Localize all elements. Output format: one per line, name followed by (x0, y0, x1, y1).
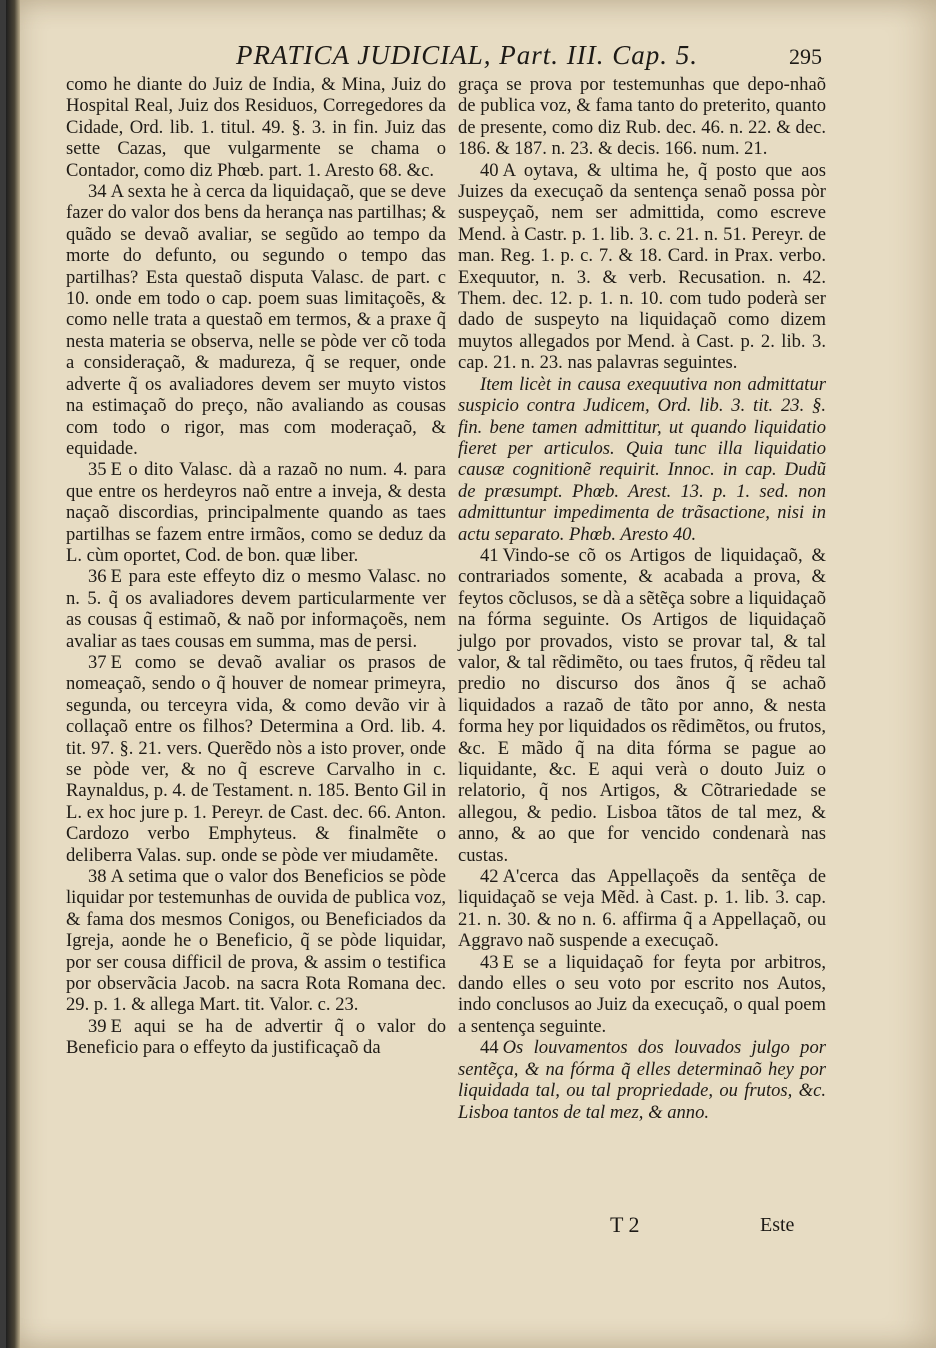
paragraph-number: 37 (88, 651, 107, 673)
page-footer (6, 1212, 936, 1246)
paragraph (66, 181, 446, 459)
paragraph-text: graça se prova por testemunhas que depo-nhaõ de publica voz, & fama tanto do preterito, quanto de presente, como diz Rub. dec. 46. n. 22. & dec. 186. & 187. n. 23. & decis. 166. num. 21. (458, 74, 826, 160)
paragraph-text: A setima que o valor dos Beneficios se pòde liquidar por testemunhas de ouvida de publica voz, & fama dos mesmos Conigos, ou Beneficiados da Igreja, aonde he o Beneficio, q̃ se pòde liquidar, por ser cousa difficil de prova, & assim o testifica por observãcia Jacob. na sacra Rota Romana dec. 29. p. 1. & allega Mart. tit. Valor. c. 23. (66, 866, 446, 1016)
paragraph-number: 40 (480, 159, 499, 181)
paragraph-text: como he diante do Juiz de India, & Mina, Juiz do Hospital Real, Juiz dos Residuos, Corregedores da Cidade, Ord. lib. 1. titul. 49. §. 3. in fin. Juiz das sette Cazas, que vulgarmente se chama o Contador, como diz Phœb. part. 1. Aresto 68. &c. (66, 74, 446, 181)
paragraph-text: E se a liquidaçaõ for feyta por arbitros, dando elles o seu voto por escrito nos Autos, indo conclusos ao Juiz da execuçaõ, o qual poem a sentença seguinte. (458, 951, 826, 1037)
paragraph-text: Item licèt in causa exequutiva non admittatur suspicio contra Judicem, Ord. lib. 3. tit. 23. §. fin. bene tamen admittitur, ut quando liquidatio fieret per articulos. Quia tunc illa liquidatio causæ cognitionẽ requirit. Innoc. in cap. Dudũ de præsumpt. Phœb. Arest. 13. p. 1. sed. non admittuntur impedimenta de trãsactione, nisi in actu separato. Phœb. Aresto 40. (458, 373, 826, 545)
paragraph (458, 952, 826, 1038)
paragraph-number: 38 (88, 866, 107, 888)
book-spine (6, 0, 20, 1348)
paragraph (458, 545, 826, 866)
paragraph-number: 44 (480, 1037, 499, 1059)
paragraph (458, 160, 826, 374)
paragraph-number: 43 (480, 951, 499, 973)
paragraph-text: A oytava, & ultima he, q̃ posto que aos Juizes da execuçaõ da sentença senaõ possa pòr suspeyçaõ, nem ser admittida, como escreve Mend. à Castr. p. 1. lib. 3. c. 21. n. 51. Pereyr. de man. Reg. 1. p. c. 7. & 18. Card. in Prax. verbo. Exequutor, n. 3. & verb. Recusation. n. 42. Them. dec. 12. p. 1. n. 10. com tudo poderà ser dado de suspeyto na liquidaçaõ como dizem muytos allegados por Mend. à Cast. p. 2. lib. 3. cap. 21. n. 23. nas palavras seguintes. (458, 159, 826, 374)
book-page (6, 0, 936, 1348)
page-number: 295 (789, 44, 822, 69)
paragraph-text: E como se devaõ avaliar os prasos de nomeaçaõ, sendo o q̃ houver de nomear primeyra, segunda, ou terceyra vida, & como devão vir à collaçaõ entre os filhos? Determina a Ord. lib. 4. tit. 97. §. 21. vers. Querẽdo nòs a isto prover, onde se pòde ver, & no q̃ escreve Carvalho in c. Raynaldus, p. 4. de Testament. n. 185. Bento Gil in L. ex hoc jure p. 1. Pereyr. de Cast. dec. 66. Anton. Cardozo verbo Emphyteus. & finalmẽte o deliberra Valas. sup. onde se pòde ver miudamẽte. (66, 651, 447, 866)
catchword: Este (760, 1214, 795, 1236)
page-header (6, 36, 936, 76)
paragraph-number: 39 (88, 1015, 107, 1037)
paragraph (458, 1037, 826, 1123)
paragraph-number: 34 (88, 181, 107, 203)
paragraph-text: Os louvamentos dos louvados julgo por sentẽça, & na fórma q̃ elles determinaõ hey por liquidada tal, ou tal propriedade, ou frutos, &c. Lisboa tantos de tal mez, & anno. (458, 1037, 826, 1123)
paragraph-text: E para este effeyto diz o mesmo Valasc. no n. 5. q̃ os avaliadores devem particularmente ver as cousas q̃ estimaõ, & naõ por informaçoẽs, nem avaliar as taes cousas em summa, mas de persi. (66, 566, 446, 652)
paragraph (66, 459, 446, 566)
paragraph (66, 1016, 446, 1059)
paragraph (66, 652, 446, 866)
paragraph (458, 374, 826, 545)
running-title: PRATICA JUDICIAL, Part. III. Cap. 5. (236, 40, 698, 70)
right-column (458, 74, 826, 1123)
paragraph-number: 36 (88, 566, 107, 588)
paragraph (66, 74, 446, 181)
paragraph-text: E aqui se ha de advertir q̃ o valor do Beneficio para o effeyto da justificaçaõ da (66, 1015, 446, 1059)
paragraph-text: E o dito Valasc. dà a razaõ no num. 4. para que entre os herdeyros naõ entre a inveja, & desta naçaõ discordias, principalmente quando as taes partilhas se fazem entre irmãos, como se deduz da L. cùm oportet, Cod. de bon. quæ liber. (66, 459, 446, 566)
paragraph-text: Vindo-se cõ os Artigos de liquidaçaõ, & contrariados somente, & acabada a prova, & feytos cõclusos, se dà a sẽtẽça sobre a liquidaçaõ na fórma seguinte. Os Artigos de liquidaçaõ julgo por provados, visto se provar tal, & tal valor, & tal rẽdimẽto, ou taes frutos, q̃ rẽdeu tal predio no discurso dos ãnos q̃ se achaõ liquidados a razaõ de tãto por anno, & nesta forma hey por liquidados os rẽdimẽtos, ou frutos, &c. E mãdo q̃ na dita fórma se pague ao liquidante, &c. E aqui verà o douto Juiz o relatorio, q̃ nos Artigos, & Cõtrariedade se allegou, & pedio. Lisboa tãtos de tal mez, & anno, & ao que for vencido condenarà nas custas. (458, 544, 826, 866)
paragraph-number: 41 (480, 544, 499, 566)
paragraph (458, 74, 826, 160)
signature-mark: T 2 (610, 1212, 640, 1237)
paragraph (458, 866, 826, 952)
paragraph-text: A sexta he à cerca da liquidaçaõ, que se deve fazer do valor dos bens da herança nas partilhas; & quãdo se devaõ avaliar, se segũdo ao tempo da morte do defunto, ou segundo o tempo das partilhas? Esta questaõ disputa Valasc. de part. c 10. onde em todo o cap. poem suas limitaçoẽs, & como nelle trata a questaõ em termos, & a praxe q̃ nesta materia se observa, nelle se pòde ver cõ toda a consideraçaõ, & madureza, q̃ se requer, onde adverte q̃ os avaliadores devem ser muyto vistos na estimaçaõ do preço, não avaliando as cousas com todo o rigor, mas com moderaçaõ, & equidade. (66, 181, 446, 459)
paragraph-number: 35 (88, 459, 107, 481)
paragraph-number: 42 (480, 866, 499, 888)
paragraph (66, 866, 446, 1016)
paragraph (66, 566, 446, 652)
paragraph-text: A'cerca das Appellaçoẽs da sentẽça de liquidaçaõ se veja Mẽd. à Cast. p. 1. lib. 3. cap. 21. n. 30. & no n. 6. affirma q̃ a Appellaçaõ, ou Aggravo naõ suspende a execuçaõ. (458, 866, 826, 952)
left-column (66, 74, 446, 1059)
